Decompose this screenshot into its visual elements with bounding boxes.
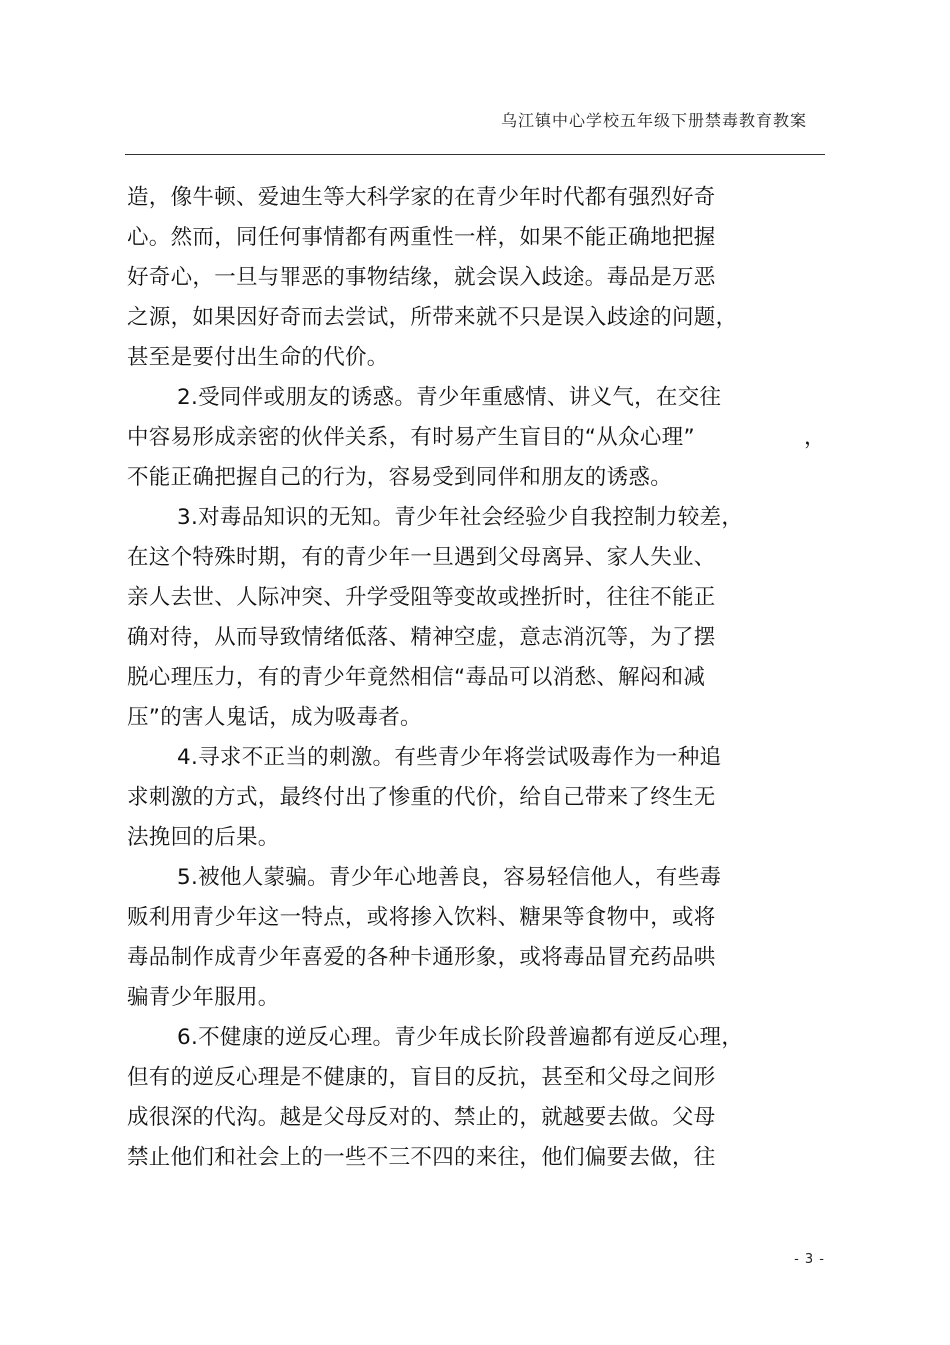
text-line: 求刺激的方式，最终付出了惨重的代价，给自己带来了终生无 bbox=[127, 785, 716, 810]
text-line: 好奇心，一旦与罪恶的事物结缘，就会误入歧途。毒品是万恶 bbox=[127, 265, 716, 290]
text-line: 中容易形成亲密的伙伴关系，有时易产生盲目的“从众心理” bbox=[127, 425, 695, 450]
text-line: 但有的逆反心理是不健康的，盲目的反抗，甚至和父母之间形 bbox=[127, 1065, 716, 1090]
text-line: 甚至是要付出生命的代价。 bbox=[127, 345, 389, 370]
stray-comma: ， bbox=[804, 425, 826, 450]
text-line: 禁止他们和社会上的一些不三不四的来往，他们偏要去做，往 bbox=[127, 1145, 716, 1170]
text-line: 在这个特殊时期，有的青少年一旦遇到父母离异、家人失业、 bbox=[127, 545, 716, 570]
text-line: 法挽回的后果。 bbox=[127, 825, 280, 850]
header-divider bbox=[125, 154, 825, 155]
paragraph-6-start: 6.不健康的逆反心理。青少年成长阶段普遍都有逆反心理， bbox=[177, 1025, 744, 1050]
body-text bbox=[127, 178, 826, 1178]
text-line: 成很深的代沟。越是父母反对的、禁止的，就越要去做。父母 bbox=[127, 1105, 716, 1130]
text-line: 之源，如果因好奇而去尝试，所带来就不只是误入歧途的问题， bbox=[127, 305, 738, 330]
text-line: 脱心理压力，有的青少年竟然相信“毒品可以消愁、解闷和减 bbox=[127, 665, 706, 690]
text-line: 造，像牛顿、爱迪生等大科学家的在青少年时代都有强烈好奇 bbox=[127, 185, 716, 210]
text-line: 亲人去世、人际冲突、升学受阻等变故或挫折时，往往不能正 bbox=[127, 585, 716, 610]
page-number: - 3 - bbox=[794, 1252, 825, 1267]
text-line: 骗青少年服用。 bbox=[127, 985, 280, 1010]
header-title: 乌江镇中心学校五年级下册禁毒教育教案 bbox=[500, 111, 807, 130]
text-line-with-comma bbox=[127, 418, 826, 458]
text-line: 确对待，从而导致情绪低落、精神空虚，意志消沉等，为了摆 bbox=[127, 625, 716, 650]
text-line: 毒品制作成青少年喜爱的各种卡通形象，或将毒品冒充药品哄 bbox=[127, 945, 716, 970]
text-line: 心。然而，同任何事情都有两重性一样，如果不能正确地把握 bbox=[127, 225, 716, 250]
paragraph-5-start: 5.被他人蒙骗。青少年心地善良，容易轻信他人，有些毒 bbox=[177, 865, 722, 890]
text-line: 不能正确把握自己的行为，容易受到同伴和朋友的诱惑。 bbox=[127, 465, 673, 490]
text-line: 贩利用青少年这一特点，或将掺入饮料、糖果等食物中，或将 bbox=[127, 905, 716, 930]
paragraph-3-start: 3.对毒品知识的无知。青少年社会经验少自我控制力较差， bbox=[177, 505, 744, 530]
text-line: 压”的害人鬼话，成为吸毒者。 bbox=[127, 705, 422, 730]
paragraph-2-start: 2.受同伴或朋友的诱惑。青少年重感情、讲义气，在交往 bbox=[177, 385, 722, 410]
paragraph-4-start: 4.寻求不正当的刺激。有些青少年将尝试吸毒作为一种追 bbox=[177, 745, 722, 770]
